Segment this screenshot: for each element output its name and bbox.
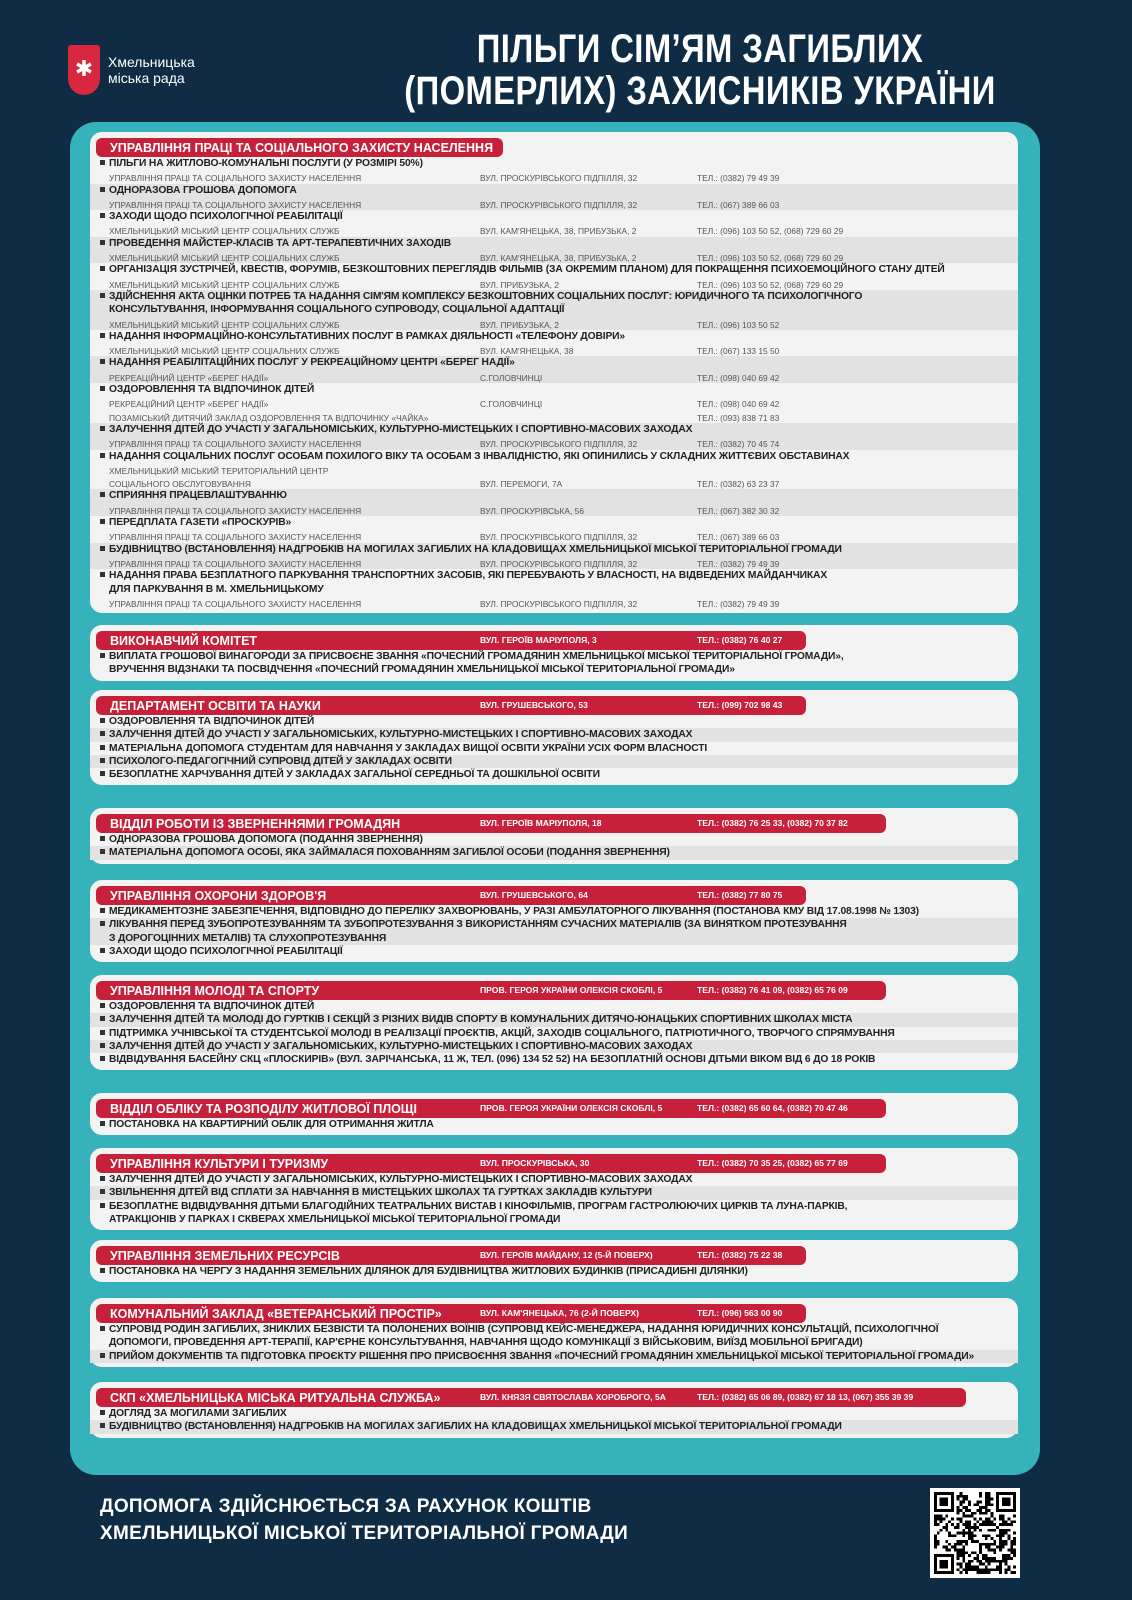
section-name: УПРАВЛІННЯ ЗЕМЕЛЬНИХ РЕСУРСІВ bbox=[110, 1248, 340, 1263]
provider-phone: ТЕЛ.: (067) 382 30 32 bbox=[697, 505, 780, 516]
item-text-line bbox=[100, 728, 1018, 741]
item-text: ОЗДОРОВЛЕННЯ ТА ВІДПОЧИНОК ДІТЕЙ bbox=[109, 384, 315, 396]
item-text: ЗАЛУЧЕННЯ ДІТЕЙ ДО УЧАСТІ У ЗАГАЛЬНОМІСЬКИХ, КУЛЬТУРНО-МИСТЕЦЬКИХ І СПОРТИВНО-МАСОВИХ ЗАХОДАХ bbox=[109, 1174, 693, 1185]
item-text-line bbox=[100, 663, 1018, 676]
qr-code[interactable] bbox=[930, 1488, 1020, 1578]
section-name: УПРАВЛІННЯ МОЛОДІ ТА СПОРТУ bbox=[110, 983, 320, 998]
section-card bbox=[90, 1148, 1018, 1230]
logo-line-2: міська рада bbox=[108, 70, 185, 86]
section-card bbox=[90, 1093, 1018, 1135]
provider-row bbox=[100, 503, 1018, 516]
bullet-icon bbox=[100, 1056, 105, 1061]
item-text-line bbox=[100, 1420, 1018, 1433]
item-text: МЕДИКАМЕНТОЗНЕ ЗАБЕЗПЕЧЕННЯ, ВІДПОВІДНО ДО ПЕРЕЛІКУ ЗАХВОРЮВАНЬ, У РАЗІ АМБУЛАТОРНОГО ЛІКУВАННЯ (ПОСТАНОВА КМУ ВІД 17.08.1998 № 1303) bbox=[109, 906, 919, 917]
list-item bbox=[90, 1186, 1018, 1199]
provider-row bbox=[100, 197, 1018, 210]
provider-address: С.ГОЛОВЧИНЦІ bbox=[480, 399, 543, 410]
bullet-icon bbox=[100, 426, 105, 431]
list-item bbox=[90, 755, 1018, 768]
item-text: ОДНОРАЗОВА ГРОШОВА ДОПОМОГА (ПОДАННЯ ЗВЕРНЕННЯ) bbox=[109, 834, 423, 845]
item-text: НАДАННЯ РЕАБІЛІТАЦІЙНИХ ПОСЛУГ У РЕКРЕАЦІЙНОМУ ЦЕНТРІ «БЕРЕГ НАДІЇ» bbox=[109, 357, 515, 369]
provider-org: УПРАВЛІННЯ ПРАЦІ ТА СОЦІАЛЬНОГО ЗАХИСТУ НАСЕЛЕННЯ bbox=[109, 199, 362, 210]
item-text-line bbox=[100, 1323, 1018, 1336]
section-card bbox=[90, 1382, 1018, 1438]
provider-org: ПОЗАМІСЬКИЙ ДИТЯЧИЙ ЗАКЛАД ОЗДОРОВЛЕННЯ ТА ВІДПОЧИНКУ «ЧАЙКА» bbox=[109, 412, 429, 423]
item-text: ЗАЛУЧЕННЯ ДІТЕЙ ТА МОЛОДІ ДО ГУРТКІВ І СЕКЦІЙ З РІЗНИХ ВИДІВ СПОРТУ В КОМУНАЛЬНИХ ДИТЯЧО-ЮНАЦЬКИХ СПОРТИВНИХ ШКОЛАХ МІСТА bbox=[109, 1014, 853, 1026]
bullet-icon bbox=[100, 1203, 105, 1208]
bullet-icon bbox=[100, 1410, 105, 1415]
list-item bbox=[90, 516, 1018, 543]
bullet-icon bbox=[100, 758, 105, 763]
provider-phone: ТЕЛ.: (0382) 79 49 39 bbox=[697, 558, 780, 569]
section-name: ВІДДІЛ РОБОТИ ІЗ ЗВЕРНЕННЯМИ ГРОМАДЯН bbox=[110, 816, 401, 831]
section-address: ВУЛ. ГЕРОЇВ МАРІУПОЛЯ, 3 bbox=[480, 635, 597, 645]
section-card bbox=[90, 975, 1018, 1070]
bullet-icon bbox=[100, 908, 105, 913]
provider-org: ХМЕЛЬНИЦЬКИЙ МІСЬКИЙ ЦЕНТР СОЦІАЛЬНИХ СЛУЖБ bbox=[109, 279, 340, 290]
bullet-icon bbox=[100, 1423, 105, 1428]
section-name: УПРАВЛІННЯ ОХОРОНИ ЗДОРОВ'Я bbox=[110, 888, 327, 903]
item-text: ОРГАНІЗАЦІЯ ЗУСТРІЧЕЙ, КВЕСТІВ, ФОРУМІВ, БЕЗКОШТОВНИХ ПЕРЕГЛЯДІВ ФІЛЬМІВ (ЗА ОКРЕМИМ ПЛАНОМ) ДЛЯ ПОКРАЩЕННЯ ПСИХОЕМОЦІЙНОГО СТАНУ ДІТЕЙ bbox=[109, 264, 945, 276]
provider-phone: ТЕЛ.: (067) 389 66 03 bbox=[697, 532, 780, 543]
provider-org: РЕКРЕАЦІЙНИЙ ЦЕНТР «БЕРЕГ НАДІЇ» bbox=[109, 372, 269, 383]
item-text-line bbox=[100, 1265, 1018, 1278]
provider-org: ХМЕЛЬНИЦЬКИЙ МІСЬКИЙ ЦЕНТР СОЦІАЛЬНИХ СЛУЖБ bbox=[109, 253, 340, 264]
list-item bbox=[90, 728, 1018, 741]
list-item bbox=[90, 945, 1018, 958]
provider-phone: ТЕЛ.: (0382) 63 23 37 bbox=[697, 479, 780, 490]
section-address: ПРОВ. ГЕРОЯ УКРАЇНИ ОЛЕКСІЯ СКОБЛІ, 5 bbox=[480, 985, 663, 995]
list-item bbox=[90, 1118, 1018, 1131]
item-text: ПРОВЕДЕННЯ МАЙСТЕР-КЛАСІВ ТА АРТ-ТЕРАПЕВТИЧНИХ ЗАХОДІВ bbox=[109, 237, 452, 249]
provider-org: УПРАВЛІННЯ ПРАЦІ ТА СОЦІАЛЬНОГО ЗАХИСТУ НАСЕЛЕННЯ bbox=[109, 558, 362, 569]
list-item bbox=[90, 1323, 1018, 1350]
section-header bbox=[96, 981, 886, 1000]
item-text: МАТЕРІАЛЬНА ДОПОМОГА СТУДЕНТАМ ДЛЯ НАВЧАННЯ У ЗАКЛАДАХ ВИЩОЇ ОСВІТИ УКРАЇНИ УСІХ ФОРМ ВЛАСНОСТІ bbox=[109, 742, 708, 754]
item-text: МАТЕРІАЛЬНА ДОПОМОГА ОСОБІ, ЯКА ЗАЙМАЛАСЯ ПОХОВАННЯМ ЗАГИБЛОЇ ОСОБИ (ПОДАННЯ ЗВЕРНЕННЯ) bbox=[109, 847, 670, 859]
item-text-line bbox=[100, 905, 1018, 918]
item-text-line bbox=[100, 1118, 1018, 1131]
list-item bbox=[90, 768, 1018, 781]
bullet-icon bbox=[100, 1016, 105, 1021]
bullet-icon bbox=[100, 453, 105, 458]
item-text-line bbox=[100, 1186, 1018, 1199]
section-card bbox=[90, 1298, 1018, 1367]
section-name: КОМУНАЛЬНИЙ ЗАКЛАД «ВЕТЕРАНСЬКИЙ ПРОСТІР» bbox=[110, 1306, 442, 1321]
section-address: ВУЛ. ГЕРОЇВ МАРІУПОЛЯ, 18 bbox=[480, 818, 602, 828]
list-item bbox=[90, 833, 1018, 846]
section-address: ВУЛ. КНЯЗЯ СВЯТОСЛАВА ХОРОБРОГО, 5А bbox=[480, 1392, 666, 1402]
provider-row bbox=[100, 596, 1018, 609]
item-text: БЕЗОПЛАТНЕ ВІДВІДУВАННЯ ДІТЬМИ БЛАГОДІЙНИХ ТЕАТРАЛЬНИХ ВИСТАВ І КІНОФІЛЬМІВ, ПРОГРАМ ГАСТРОЛЮЮЧИХ ЦИРКІВ ТА ЛУНА-ПАРКІВ, bbox=[109, 1200, 848, 1212]
provider-row bbox=[100, 436, 1018, 449]
bullet-icon bbox=[100, 386, 105, 391]
bullet-icon bbox=[100, 572, 105, 577]
item-text: ОДНОРАЗОВА ГРОШОВА ДОПОМОГА bbox=[109, 184, 297, 196]
provider-address: ВУЛ. ПРОСКУРІВСЬКА, 56 bbox=[480, 505, 584, 516]
section-header bbox=[96, 138, 503, 157]
provider-address: ВУЛ. КАМ'ЯНЕЦЬКА, 38 bbox=[480, 346, 574, 357]
provider-row bbox=[100, 343, 1018, 356]
section-header bbox=[96, 1304, 806, 1323]
section-header bbox=[96, 1388, 966, 1407]
provider-address: ВУЛ. ПЕРЕМОГИ, 7А bbox=[480, 479, 563, 490]
list-item bbox=[90, 423, 1018, 450]
provider-address: С.ГОЛОВЧИНЦІ bbox=[480, 372, 543, 383]
section-header bbox=[96, 696, 806, 715]
provider-org: УПРАВЛІННЯ ПРАЦІ ТА СОЦІАЛЬНОГО ЗАХИСТУ НАСЕЛЕННЯ bbox=[109, 439, 362, 450]
provider-org: УПРАВЛІННЯ ПРАЦІ ТА СОЦІАЛЬНОГО ЗАХИСТУ НАСЕЛЕННЯ bbox=[109, 505, 362, 516]
section-phone: ТЕЛ.: (0382) 65 60 64, (0382) 70 47 46 bbox=[697, 1103, 848, 1113]
section-phone: ТЕЛ.: (0382) 70 35 25, (0382) 65 77 69 bbox=[697, 1158, 848, 1168]
provider-row bbox=[100, 410, 1018, 423]
item-text: ОЗДОРОВЛЕННЯ ТА ВІДПОЧИНОК ДІТЕЙ bbox=[109, 1001, 315, 1012]
bullet-icon bbox=[100, 921, 105, 926]
provider-address: ВУЛ. ПРОСКУРІВСЬКОГО ПІДПІЛЛЯ, 32 bbox=[480, 199, 638, 210]
item-text-line bbox=[100, 715, 1018, 728]
item-text: БУДІВНИЦТВО (ВСТАНОВЛЕННЯ) НАДГРОБКІВ НА МОГИЛАХ ЗАГИБЛИХ НА КЛАДОВИЩАХ ХМЕЛЬНИЦЬКОЇ МІСЬКОЇ ТЕРИТОРІАЛЬНОЇ ГРОМАДИ bbox=[109, 1421, 842, 1433]
item-text: ВІДВІДУВАННЯ БАСЕЙНУ СКЦ «ПЛОСКИРІВ» (ВУЛ. ЗАРІЧАНСЬКА, 11 Ж, ТЕЛ. (096) 134 52 52) НА БЕЗОПЛАТНІЙ ОСНОВІ ДІТЬМИ ВІКОМ ВІД 6 ДО 18 РОКІВ bbox=[109, 1054, 876, 1066]
section-address: ВУЛ. КАМ'ЯНЕЦЬКА, 76 (2-Й ПОВЕРХ) bbox=[480, 1308, 639, 1318]
list-item bbox=[90, 543, 1018, 570]
section-name: УПРАВЛІННЯ ПРАЦІ ТА СОЦІАЛЬНОГО ЗАХИСТУ НАСЕЛЕННЯ bbox=[110, 140, 494, 155]
bullet-icon bbox=[100, 213, 105, 218]
item-text-line bbox=[100, 742, 1018, 755]
item-text: ЗАХОДИ ЩОДО ПСИХОЛОГІЧНОЇ РЕАБІЛІТАЦІЇ bbox=[109, 211, 343, 223]
item-text-line bbox=[100, 1013, 1018, 1026]
bullet-icon bbox=[100, 519, 105, 524]
bullet-icon bbox=[100, 187, 105, 192]
item-text: БУДІВНИЦТВО (ВСТАНОВЛЕННЯ) НАДГРОБКІВ НА МОГИЛАХ ЗАГИБЛИХ НА КЛАДОВИЩАХ ХМЕЛЬНИЦЬКОЇ МІСЬКОЇ ТЕРИТОРІАЛЬНОЇ ГРОМАДИ bbox=[109, 543, 842, 555]
item-text-line bbox=[100, 1000, 1018, 1013]
title-line-2: (ПОМЕРЛИХ) ЗАХИСНИКІВ УКРАЇНИ bbox=[404, 69, 996, 113]
item-text-line bbox=[100, 1200, 1018, 1213]
item-text: ЗАХОДИ ЩОДО ПСИХОЛОГІЧНОЇ РЕАБІЛІТАЦІЇ bbox=[109, 945, 343, 957]
item-text: ПОСТАНОВКА НА ЧЕРГУ З НАДАННЯ ЗЕМЕЛЬНИХ ДІЛЯНОК ДЛЯ БУДІВНИЦТВА ЖИТЛОВИХ БУДИНКІВ (ПРИСАДИБНІ ДІЛЯНКИ) bbox=[109, 1266, 748, 1277]
section-phone: ТЕЛ.: (0382) 76 40 27 bbox=[697, 635, 783, 645]
provider-row bbox=[100, 277, 1018, 290]
list-item bbox=[90, 918, 1018, 945]
section-name: ВІДДІЛ ОБЛІКУ ТА РОЗПОДІЛУ ЖИТЛОВОЇ ПЛОЩІ bbox=[110, 1101, 418, 1116]
provider-address: ВУЛ. ПРОСКУРІВСЬКОГО ПІДПІЛЛЯ, 32 bbox=[480, 532, 638, 543]
item-text: ПІЛЬГИ НА ЖИТЛОВО-КОМУНАЛЬНІ ПОСЛУГИ (У РОЗМІРІ 50%) bbox=[109, 158, 423, 169]
provider-org: ХМЕЛЬНИЦЬКИЙ МІСЬКИЙ ТЕРИТОРІАЛЬНИЙ ЦЕНТР bbox=[109, 465, 329, 476]
logo-line-1: Хмельницька bbox=[108, 54, 195, 70]
bullet-icon bbox=[100, 1326, 105, 1331]
item-text: ЗАЛУЧЕННЯ ДІТЕЙ ДО УЧАСТІ У ЗАГАЛЬНОМІСЬКИХ, КУЛЬТУРНО-МИСТЕЦЬКИХ І СПОРТИВНО-МАСОВИХ ЗАХОДАХ bbox=[109, 423, 693, 435]
item-text: ПРИЙОМ ДОКУМЕНТІВ ТА ПІДГОТОВКА ПРОЄКТУ РІШЕННЯ ПРО ПРИСВОЄННЯ ЗВАННЯ «ПОЧЕСНИЙ ГРОМАДЯНИН ХМЕЛЬНИЦЬКОЇ МІСЬКОЇ ТЕРИТОРІАЛЬНОЇ ГРОМАДИ» bbox=[109, 1350, 975, 1362]
section-address: ВУЛ. ГРУШЕВСЬКОГО, 53 bbox=[480, 700, 588, 710]
bullet-icon bbox=[100, 333, 105, 338]
item-text: ВРУЧЕННЯ ВІДЗНАКИ ТА ПОСВІДЧЕННЯ «ПОЧЕСНИЙ ГРОМАДЯНИН ХМЕЛЬНИЦЬКОЇ МІСЬКОЇ ТЕРИТОРІАЛЬНОЇ ГРОМАДИ» bbox=[109, 664, 735, 676]
provider-address: ВУЛ. КАМ'ЯНЕЦЬКА, 38, ПРИБУЗЬКА, 2 bbox=[480, 253, 637, 264]
section-header bbox=[96, 631, 806, 650]
bullet-icon bbox=[100, 266, 105, 271]
list-item bbox=[90, 290, 1018, 330]
bullet-icon bbox=[100, 492, 105, 497]
provider-org: ХМЕЛЬНИЦЬКИЙ МІСЬКИЙ ЦЕНТР СОЦІАЛЬНИХ СЛУЖБ bbox=[109, 346, 340, 357]
provider-address: ВУЛ. ПРОСКУРІВСЬКОГО ПІДПІЛЛЯ, 32 bbox=[480, 558, 638, 569]
provider-row bbox=[100, 529, 1018, 542]
provider-phone: ТЕЛ.: (093) 838 71 83 bbox=[697, 412, 780, 423]
provider-address: ВУЛ. КАМ'ЯНЕЦЬКА, 38, ПРИБУЗЬКА, 2 bbox=[480, 226, 637, 237]
list-item bbox=[90, 1013, 1018, 1026]
section-header bbox=[96, 886, 806, 905]
item-text-line bbox=[100, 1027, 1018, 1040]
item-text: ДЛЯ ПАРКУВАННЯ В М. ХМЕЛЬНИЦЬКОМУ bbox=[109, 583, 324, 595]
bullet-icon bbox=[100, 546, 105, 551]
section-address: ВУЛ. ГРУШЕВСЬКОГО, 64 bbox=[480, 890, 588, 900]
section-card bbox=[90, 1240, 1018, 1282]
provider-org: ХМЕЛЬНИЦЬКИЙ МІСЬКИЙ ЦЕНТР СОЦІАЛЬНИХ СЛУЖБ bbox=[109, 226, 340, 237]
provider-address: ВУЛ. ПРИБУЗЬКА, 2 bbox=[480, 279, 559, 290]
section-card bbox=[90, 808, 1018, 864]
item-text-line bbox=[100, 755, 1018, 768]
list-item bbox=[90, 1027, 1018, 1040]
item-text: НАДАННЯ ПРАВА БЕЗПЛАТНОГО ПАРКУВАННЯ ТРАНСПОРТНИХ ЗАСОБІВ, ЯКІ ПЕРЕБУВАЮТЬ У ВЛАСНОСТІ, НА ВІДВЕДЕНИХ МАЙДАНЧИКАХ bbox=[109, 570, 828, 582]
list-item bbox=[90, 210, 1018, 237]
item-text: ДОГЛЯД ЗА МОГИЛАМИ ЗАГИБЛИХ bbox=[109, 1408, 287, 1419]
item-text-line bbox=[100, 157, 1018, 170]
provider-address: ВУЛ. ПРОСКУРІВСЬКОГО ПІДПІЛЛЯ, 32 bbox=[480, 439, 638, 450]
section-card bbox=[90, 132, 1018, 613]
list-item bbox=[90, 263, 1018, 290]
footer-line-1: ДОПОМОГА ЗДІЙСНЮЄТЬСЯ ЗА РАХУНОК КОШТІВ bbox=[100, 1496, 592, 1517]
item-text: НАДАННЯ СОЦІАЛЬНИХ ПОСЛУГ ОСОБАМ ПОХИЛОГО ВІКУ ТА ОСОБАМ З ІНВАЛІДНІСТЮ, ЯКІ ОПИНИЛИСЬ У СКЛАДНИХ ЖИТТЄВИХ ОБСТАВИНАХ bbox=[109, 450, 850, 462]
bullet-icon bbox=[100, 771, 105, 776]
provider-org: СОЦІАЛЬНОГО ОБСЛУГОВУВАННЯ bbox=[109, 479, 251, 490]
provider-row bbox=[100, 556, 1018, 569]
section-name: СКП «ХМЕЛЬНИЦЬКА МІСЬКА РИТУАЛЬНА СЛУЖБА» bbox=[110, 1390, 441, 1405]
list-item bbox=[90, 450, 1018, 490]
list-item bbox=[90, 846, 1018, 859]
provider-org: УПРАВЛІННЯ ПРАЦІ ТА СОЦІАЛЬНОГО ЗАХИСТУ НАСЕЛЕННЯ bbox=[109, 173, 362, 184]
bullet-icon bbox=[100, 1189, 105, 1194]
provider-row bbox=[100, 317, 1018, 330]
list-item bbox=[90, 237, 1018, 264]
list-item bbox=[90, 905, 1018, 918]
provider-phone: ТЕЛ.: (067) 389 66 03 bbox=[697, 199, 780, 210]
item-text-line bbox=[100, 932, 1018, 945]
section-address: ВУЛ. ГЕРОЇВ МАЙДАНУ, 12 (5-Й ПОВЕРХ) bbox=[480, 1250, 653, 1260]
item-text-line bbox=[100, 1213, 1018, 1226]
list-item bbox=[90, 1407, 1018, 1420]
list-item bbox=[90, 1173, 1018, 1186]
item-text: ЗАЛУЧЕННЯ ДІТЕЙ ДО УЧАСТІ У ЗАГАЛЬНОМІСЬКИХ, КУЛЬТУРНО-МИСТЕЦЬКИХ І СПОРТИВНО-МАСОВИХ ЗАХОДАХ bbox=[109, 729, 693, 741]
provider-phone: ТЕЛ.: (096) 103 50 52, (068) 729 60 29 bbox=[697, 253, 844, 264]
item-text-line bbox=[100, 1040, 1018, 1053]
section-address: ПРОВ. ГЕРОЯ УКРАЇНИ ОЛЕКСІЯ СКОБЛІ, 5 bbox=[480, 1103, 663, 1113]
section-name: ВИКОНАВЧИЙ КОМІТЕТ bbox=[110, 633, 258, 648]
section-phone: ТЕЛ.: (0382) 65 06 89, (0382) 67 18 13, (067) 355 39 39 bbox=[697, 1392, 914, 1402]
item-text: ВИПЛАТА ГРОШОВОЇ ВИНАГОРОДИ ЗА ПРИСВОЄНЕ ЗВАННЯ «ПОЧЕСНИЙ ГРОМАДЯНИН ХМЕЛЬНИЦЬКОЇ МІСЬКОЇ ТЕРИТОРІАЛЬНОЇ ГРОМАДИ», bbox=[109, 651, 844, 662]
item-text-line bbox=[100, 1336, 1018, 1349]
item-text-line bbox=[100, 768, 1018, 781]
list-item bbox=[90, 330, 1018, 357]
page-title bbox=[347, 28, 1052, 112]
item-text: З ДОРОГОЦІННИХ МЕТАЛІВ) ТА СЛУХОПРОТЕЗУВАННЯ bbox=[109, 932, 387, 944]
provider-row bbox=[100, 476, 1018, 489]
section-phone: ТЕЛ.: (099) 702 98 43 bbox=[697, 700, 783, 710]
list-item bbox=[90, 1420, 1018, 1433]
bullet-icon bbox=[100, 359, 105, 364]
item-text: ЗАЛУЧЕННЯ ДІТЕЙ ДО УЧАСТІ У ЗАГАЛЬНОМІСЬКИХ, КУЛЬТУРНО-МИСТЕЦЬКИХ І СПОРТИВНО-МАСОВИХ ЗАХОДАХ bbox=[109, 1040, 693, 1052]
provider-row bbox=[100, 223, 1018, 236]
section-header bbox=[96, 814, 886, 833]
list-item bbox=[90, 1040, 1018, 1053]
emblem-icon: ✱ bbox=[68, 45, 100, 95]
item-text: ПЕРЕДПЛАТА ГАЗЕТИ «ПРОСКУРІВ» bbox=[109, 517, 292, 529]
provider-address: ВУЛ. ПРОСКУРІВСЬКОГО ПІДПІЛЛЯ, 32 bbox=[480, 598, 638, 609]
section-header bbox=[96, 1154, 886, 1173]
list-item bbox=[90, 1265, 1018, 1278]
item-text-line bbox=[100, 1173, 1018, 1186]
provider-row bbox=[100, 370, 1018, 383]
section-name: ДЕПАРТАМЕНТ ОСВІТИ ТА НАУКИ bbox=[110, 698, 321, 713]
city-council-logo bbox=[68, 45, 195, 95]
bullet-icon bbox=[100, 160, 105, 165]
bullet-icon bbox=[100, 240, 105, 245]
list-item bbox=[90, 184, 1018, 211]
item-text: ОЗДОРОВЛЕННЯ ТА ВІДПОЧИНОК ДІТЕЙ bbox=[109, 716, 315, 727]
bullet-icon bbox=[100, 745, 105, 750]
provider-row bbox=[100, 396, 1018, 409]
section-name: УПРАВЛІННЯ КУЛЬТУРИ І ТУРИЗМУ bbox=[110, 1156, 329, 1171]
bullet-icon bbox=[100, 836, 105, 841]
provider-phone: ТЕЛ.: (098) 040 69 42 bbox=[697, 372, 780, 383]
bullet-icon bbox=[100, 1003, 105, 1008]
item-text-line bbox=[100, 1053, 1018, 1066]
section-card bbox=[90, 690, 1018, 785]
footer-note bbox=[100, 1493, 628, 1547]
bullet-icon bbox=[100, 293, 105, 298]
section-phone: ТЕЛ.: (0382) 76 41 09, (0382) 65 76 09 bbox=[697, 985, 848, 995]
bullet-icon bbox=[100, 948, 105, 953]
bullet-icon bbox=[100, 1043, 105, 1048]
section-phone: ТЕЛ.: (0382) 75 22 38 bbox=[697, 1250, 783, 1260]
item-text: БЕЗОПЛАТНЕ ХАРЧУВАННЯ ДІТЕЙ У ЗАКЛАДАХ ЗАГАЛЬНОЇ СЕРЕДНЬОЇ ТА ДОШКІЛЬНОЇ ОСВІТИ bbox=[109, 769, 600, 781]
bullet-icon bbox=[100, 653, 105, 658]
provider-phone: ТЕЛ.: (0382) 79 49 39 bbox=[697, 173, 780, 184]
provider-phone: ТЕЛ.: (0382) 79 49 39 bbox=[697, 598, 780, 609]
item-text: СУПРОВІД РОДИН ЗАГИБЛИХ, ЗНИКЛИХ БЕЗВІСТИ ТА ПОЛОНЕНИХ ВОЇНІВ (СУПРОВІД КЕЙС-МЕНЕДЖЕРА, НАДАННЯ ЮРИДИЧНИХ КОНСУЛЬТАЦІЙ, ПСИХОЛОГІЧНОЇ bbox=[109, 1324, 939, 1335]
list-item bbox=[90, 650, 1018, 677]
list-item bbox=[90, 1350, 1018, 1363]
provider-org: ХМЕЛЬНИЦЬКИЙ МІСЬКИЙ ЦЕНТР СОЦІАЛЬНИХ СЛУЖБ bbox=[109, 319, 340, 330]
provider-phone: ТЕЛ.: (096) 103 50 52, (068) 729 60 29 bbox=[697, 279, 844, 290]
provider-phone: ТЕЛ.: (0382) 70 45 74 bbox=[697, 439, 780, 450]
item-text-line bbox=[100, 945, 1018, 958]
item-text: ЛІКУВАННЯ ПЕРЕД ЗУБОПРОТЕЗУВАННЯМ ТА ЗУБОПРОТЕЗУВАННЯ З ВИКОРИСТАННЯМ СУЧАСНИХ МАТЕРІАЛІВ (ЗА ВИНЯТКОМ ПРОТЕЗУВАННЯ bbox=[109, 919, 847, 931]
footer-line-2: ХМЕЛЬНИЦЬКОЇ МІСЬКОЇ ТЕРИТОРІАЛЬНОЇ ГРОМАДИ bbox=[100, 1523, 629, 1544]
item-text: ЗВІЛЬНЕННЯ ДІТЕЙ ВІД СПЛАТИ ЗА НАВЧАННЯ В МИСТЕЦЬКИХ ШКОЛАХ ТА ГУРТКАХ ЗАКЛАДІВ КУЛЬТУРИ bbox=[109, 1187, 652, 1199]
bullet-icon bbox=[100, 1268, 105, 1273]
item-text: ПСИХОЛОГО-ПЕДАГОГІЧНИЙ СУПРОВІД ДІТЕЙ У ЗАКЛАДАХ ОСВІТИ bbox=[109, 755, 452, 767]
bullet-icon bbox=[100, 731, 105, 736]
item-text: АТРАКЦІОНІВ У ПАРКАХ І СКВЕРАХ ХМЕЛЬНИЦЬКОЇ МІСЬКОЇ ТЕРИТОРІАЛЬНОЇ ГРОМАДИ bbox=[109, 1213, 561, 1225]
item-text: КОНСУЛЬТУВАННЯ, ІНФОРМУВАННЯ СОЦІАЛЬНОГО СУПРОВОДУ, СОЦІАЛЬНОЇ АДАПТАЦІЇ bbox=[109, 304, 565, 316]
item-text-line bbox=[100, 650, 1018, 663]
item-text: СПРИЯННЯ ПРАЦЕВЛАШТУВАННЮ bbox=[109, 490, 287, 502]
bullet-icon bbox=[100, 1176, 105, 1181]
item-text-line bbox=[100, 1407, 1018, 1420]
item-text-line bbox=[100, 583, 1018, 596]
list-item bbox=[90, 569, 1018, 609]
item-text-line bbox=[100, 918, 1018, 931]
list-item bbox=[90, 1200, 1018, 1227]
item-text: НАДАННЯ ІНФОРМАЦІЙНО-КОНСУЛЬТАТИВНИХ ПОСЛУГ В РАМКАХ ДІЯЛЬНОСТІ «ТЕЛЕФОНУ ДОВІРИ» bbox=[109, 330, 626, 342]
provider-address: ВУЛ. ПРОСКУРІВСЬКОГО ПІДПІЛЛЯ, 32 bbox=[480, 173, 638, 184]
list-item bbox=[90, 383, 1018, 423]
item-text: ДОПОМОГИ, ПРОВЕДЕННЯ АРТ-ТЕРАПІЇ, КАР'ЄРНЕ КОНСУЛЬТУВАННЯ, НАВЧАННЯ ЩОДО КОМУНІКАЦІЇ З ВІЙСЬКОВИМ, ВИЇЗД МОБІЛЬНОЇ БРИГАДИ) bbox=[109, 1337, 863, 1349]
title-line-1: ПІЛЬГИ СІМ’ЯМ ЗАГИБЛИХ bbox=[476, 27, 924, 71]
item-text: ПОСТАНОВКА НА КВАРТИРНИЙ ОБЛІК ДЛЯ ОТРИМАННЯ ЖИТЛА bbox=[109, 1119, 434, 1130]
provider-phone: ТЕЛ.: (096) 103 50 52, (068) 729 60 29 bbox=[697, 226, 844, 237]
section-phone: ТЕЛ.: (0382) 77 80 75 bbox=[697, 890, 783, 900]
item-text-line bbox=[100, 833, 1018, 846]
item-text-line bbox=[100, 846, 1018, 859]
provider-phone: ТЕЛ.: (098) 040 69 42 bbox=[697, 399, 780, 410]
bullet-icon bbox=[100, 718, 105, 723]
list-item bbox=[90, 1000, 1018, 1013]
section-card bbox=[90, 880, 1018, 962]
provider-org: РЕКРЕАЦІЙНИЙ ЦЕНТР «БЕРЕГ НАДІЇ» bbox=[109, 399, 269, 410]
provider-phone: ТЕЛ.: (096) 103 50 52 bbox=[697, 319, 780, 330]
list-item bbox=[90, 489, 1018, 516]
list-item bbox=[90, 1053, 1018, 1066]
bullet-icon bbox=[100, 1353, 105, 1358]
item-text-line bbox=[100, 303, 1018, 316]
list-item bbox=[90, 157, 1018, 184]
list-item bbox=[90, 715, 1018, 728]
provider-address: ВУЛ. ПРИБУЗЬКА, 2 bbox=[480, 319, 559, 330]
section-card bbox=[90, 625, 1018, 681]
item-text-line bbox=[100, 1350, 1018, 1363]
section-header bbox=[96, 1099, 886, 1118]
section-phone: ТЕЛ.: (0382) 76 25 33, (0382) 70 37 82 bbox=[697, 818, 848, 828]
provider-org: УПРАВЛІННЯ ПРАЦІ ТА СОЦІАЛЬНОГО ЗАХИСТУ НАСЕЛЕННЯ bbox=[109, 598, 362, 609]
bullet-icon bbox=[100, 1030, 105, 1035]
section-phone: ТЕЛ.: (096) 563 00 90 bbox=[697, 1308, 783, 1318]
item-text: ПІДТРИМКА УЧНІВСЬКОЇ ТА СТУДЕНТСЬКОЇ МОЛОДІ В РЕАЛІЗАЦІЇ ПРОЄКТІВ, АКЦІЙ, ЗАХОДІВ СОЦІАЛЬНОГО, ПАТРІОТИЧНОГО, ТВОРЧОГО СПРЯМУВАННЯ bbox=[109, 1027, 895, 1039]
item-text: ЗДІЙСНЕННЯ АКТА ОЦІНКИ ПОТРЕБ ТА НАДАННЯ СІМ'ЯМ КОМПЛЕКСУ БЕЗКОШТОВНИХ СОЦІАЛЬНИХ ПОСЛУГ: ЮРИДИЧНОГО ТА ПСИХОЛОГІЧНОГО bbox=[109, 290, 863, 302]
provider-phone: ТЕЛ.: (067) 133 15 50 bbox=[697, 346, 780, 357]
section-address: ВУЛ. ПРОСКУРІВСЬКА, 30 bbox=[480, 1158, 590, 1168]
bullet-icon bbox=[100, 849, 105, 854]
provider-row bbox=[100, 170, 1018, 183]
provider-row bbox=[100, 463, 1018, 476]
provider-row bbox=[100, 250, 1018, 263]
list-item bbox=[90, 742, 1018, 755]
section-header bbox=[96, 1246, 806, 1265]
provider-org: УПРАВЛІННЯ ПРАЦІ ТА СОЦІАЛЬНОГО ЗАХИСТУ НАСЕЛЕННЯ bbox=[109, 532, 362, 543]
list-item bbox=[90, 356, 1018, 383]
bullet-icon bbox=[100, 1121, 105, 1126]
